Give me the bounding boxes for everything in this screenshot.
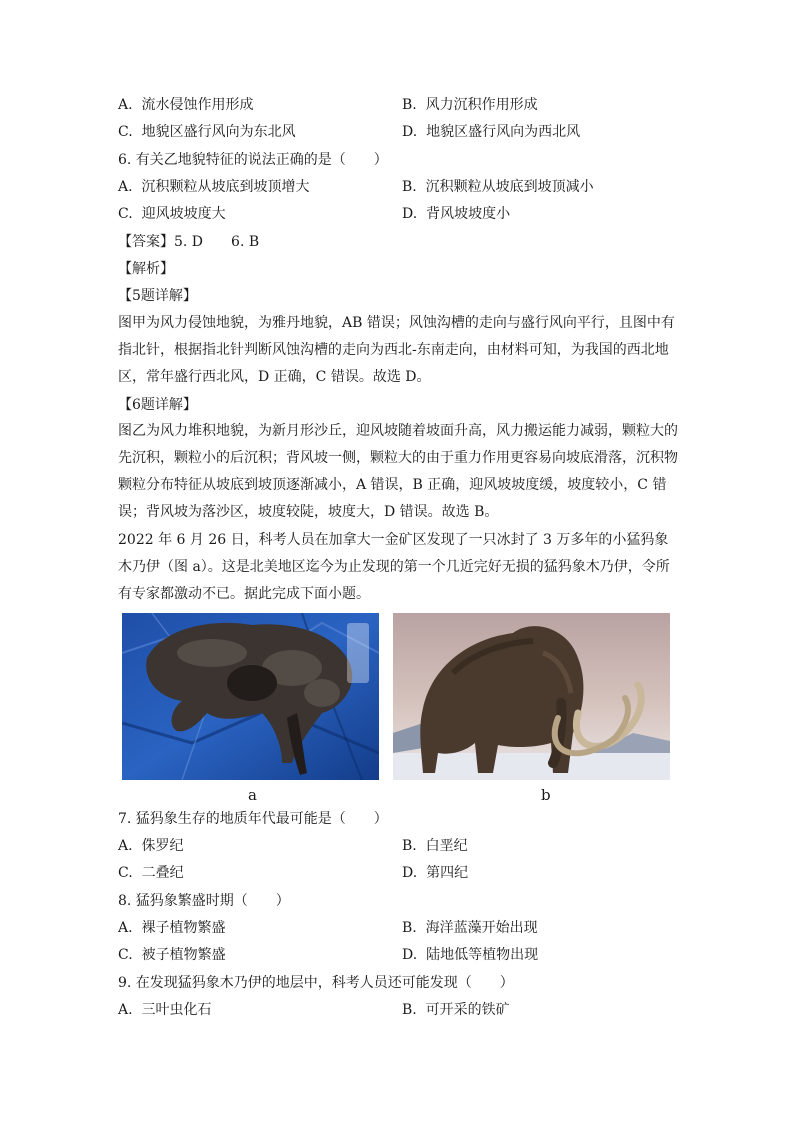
- q9-stem: 9. 在发现猛犸象木乃伊的地层中，科考人员还可能发现（ ）: [118, 975, 514, 991]
- q-prev-option-b: B. 风力沉积作用形成: [402, 97, 538, 113]
- q8-option-c: C. 被子植物繁盛: [118, 947, 226, 963]
- q8-option-d: D. 陆地低等植物出现: [402, 947, 539, 963]
- analysis-label: 【解析】: [118, 261, 174, 277]
- q6-option-d: D. 背风坡坡度小: [402, 206, 511, 222]
- q6-detail-label: 【6题详解】: [118, 397, 197, 413]
- q7-option-d: D. 第四纪: [402, 865, 469, 881]
- q-prev-option-d: D. 地貌区盛行风向为西北风: [402, 124, 581, 140]
- material-text: 2022 年 6 月 26 日，科考人员在加拿大一金矿区发现了一只冰封了 3 万多年的小猛犸象木乃伊（图 a）。这是北美地区迄今为止发现的第一个几近完好无损的猛犸象木乃伊，令所有专家都激动不已。据此完成下面小题。: [118, 532, 670, 602]
- figure-b-caption: b: [541, 786, 551, 804]
- q6-option-b: B. 沉积颗粒从坡底到坡顶减小: [402, 179, 594, 195]
- q6-option-a: A. 沉积颗粒从坡底到坡顶增大: [118, 179, 310, 195]
- q7-option-a: A. 侏罗纪: [118, 838, 184, 854]
- q9-option-a: A. 三叶虫化石: [118, 1002, 212, 1018]
- figure-b-woolly-mammoth-illustration: [393, 613, 670, 780]
- q8-option-b: B. 海洋蓝藻开始出现: [402, 920, 538, 936]
- q8-stem: 8. 猛犸象繁盛时期（ ）: [118, 893, 290, 909]
- q6-detail-text: 图乙为风力堆积地貌，为新月形沙丘，迎风坡随着坡面升高，风力搬运能力减弱，颗粒大的先沉积，颗粒小的后沉积；背风坡一侧，颗粒大的由于重力作用更容易向坡底滑落，沉积物颗粒分布特征从坡底到坡顶逐渐减小，A 错误，B 正确，迎风坡坡度缓，坡度较小，C 错误；背风坡为落沙区，坡度较陡，坡度大，D 错误。故选 B。: [118, 423, 678, 520]
- q7-option-c: C. 二叠纪: [118, 865, 184, 881]
- q7-option-b: B. 白垩纪: [402, 838, 468, 854]
- answer-line: 【答案】5. D 6. B: [118, 234, 260, 250]
- q5-detail-label: 【5题详解】: [118, 288, 197, 304]
- figure-a-caption: a: [248, 786, 257, 804]
- q7-stem: 7. 猛犸象生存的地质年代最可能是（ ）: [118, 811, 388, 827]
- q8-option-a: A. 裸子植物繁盛: [118, 920, 226, 936]
- q6-stem: 6. 有关乙地貌特征的说法正确的是（ ）: [118, 152, 388, 168]
- q9-option-b: B. 可开采的铁矿: [402, 1002, 510, 1018]
- figure-a-mammoth-mummy-photo: [122, 613, 379, 780]
- q-prev-option-c: C. 地貌区盛行风向为东北风: [118, 124, 296, 140]
- q6-option-c: C. 迎风坡坡度大: [118, 206, 226, 222]
- q5-detail-text: 图甲为风力侵蚀地貌，为雅丹地貌，AB 错误；风蚀沟槽的走向与盛行风向平行，且图中有指北针，根据指北针判断风蚀沟槽的走向为西北-东南走向，由材料可知，为我国的西北地区，常年盛行西北风，D 正确，C 错误。故选 D。: [118, 315, 675, 385]
- q-prev-option-a: A. 流水侵蚀作用形成: [118, 97, 254, 113]
